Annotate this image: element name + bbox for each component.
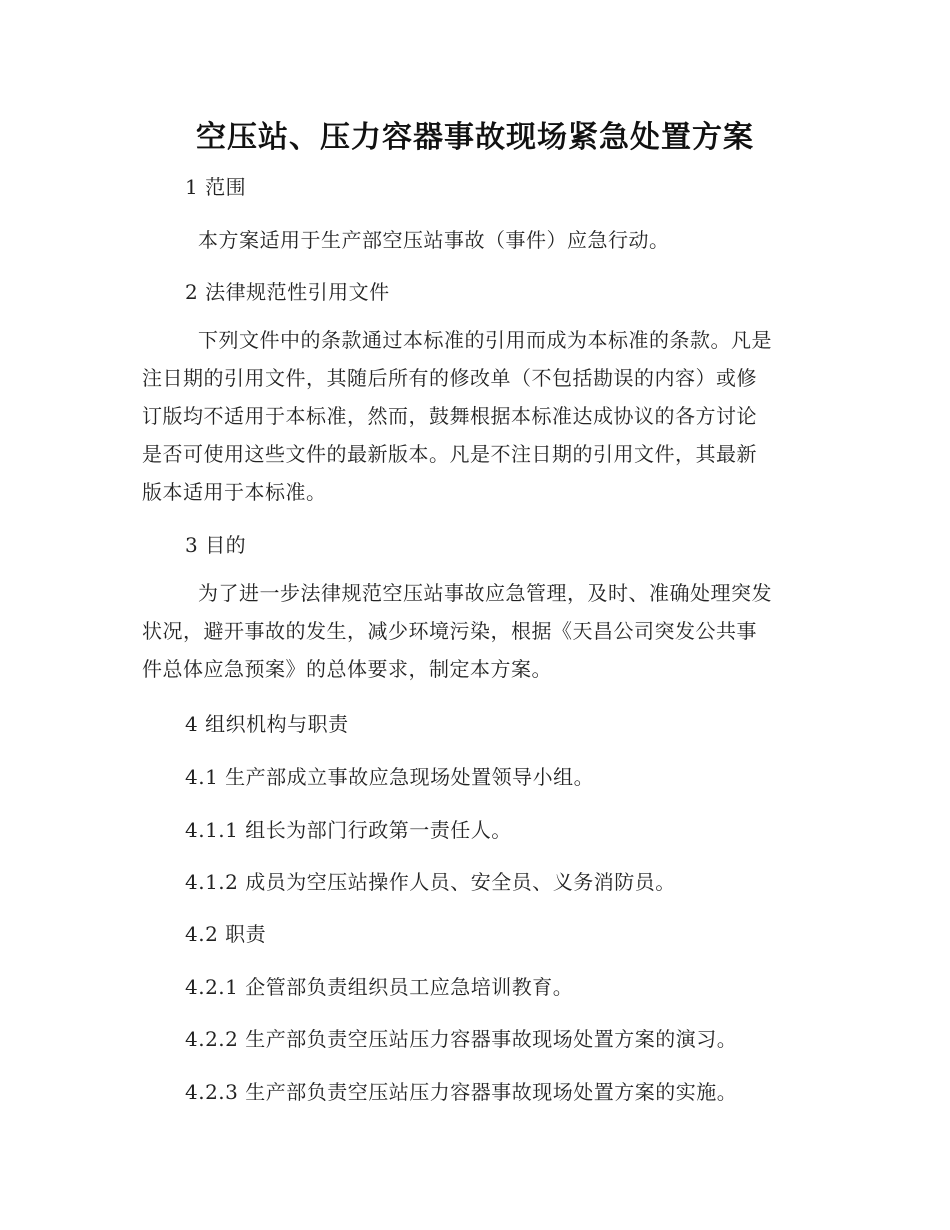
section-4-2-1: 4.2.1 企管部负责组织员工应急培训教育。	[185, 975, 574, 999]
paragraph-line: 订版均不适用于本标准，然而，鼓舞根据本标准达成协议的各方讨论	[142, 404, 757, 428]
section-4-1: 4.1 生产部成立事故应急现场处置领导小组。	[185, 765, 595, 789]
section-4-2: 4.2 职责	[185, 922, 267, 946]
paragraph-line: 版本适用于本标准。	[142, 480, 327, 504]
section-3-paragraph	[142, 574, 810, 688]
paragraph-line: 是否可使用这些文件的最新版本。凡是不注日期的引用文件，其最新	[142, 442, 757, 466]
section-1-text: 本方案适用于生产部空压站事故（事件）应急行动。	[198, 228, 670, 252]
section-2-heading: 2 法律规范性引用文件	[185, 280, 390, 304]
section-4-1-2: 4.1.2 成员为空压站操作人员、安全员、义务消防员。	[185, 870, 676, 894]
section-4-heading: 4 组织机构与职责	[185, 712, 349, 736]
document-title: 空压站、压力容器事故现场紧急处置方案	[196, 120, 754, 155]
section-1-heading: 1 范围	[185, 175, 247, 199]
paragraph-line: 件总体应急预案》的总体要求，制定本方案。	[142, 657, 552, 681]
section-3-heading: 3 目的	[185, 533, 247, 557]
section-2-paragraph	[142, 321, 810, 511]
paragraph-line: 注日期的引用文件，其随后所有的修改单（不包括勘误的内容）或修	[142, 366, 757, 390]
paragraph-line: 状况，避开事故的发生，减少环境污染，根据《天昌公司突发公共事	[142, 619, 757, 643]
paragraph-line: 下列文件中的条款通过本标准的引用而成为本标准的条款。凡是	[198, 328, 772, 352]
section-4-2-2: 4.2.2 生产部负责空压站压力容器事故现场处置方案的演习。	[185, 1027, 738, 1051]
paragraph-line: 为了进一步法律规范空压站事故应急管理，及时、准确处理突发	[198, 581, 772, 605]
section-4-2-3: 4.2.3 生产部负责空压站压力容器事故现场处置方案的实施。	[185, 1080, 738, 1104]
section-4-1-1: 4.1.1 组长为部门行政第一责任人。	[185, 818, 512, 842]
